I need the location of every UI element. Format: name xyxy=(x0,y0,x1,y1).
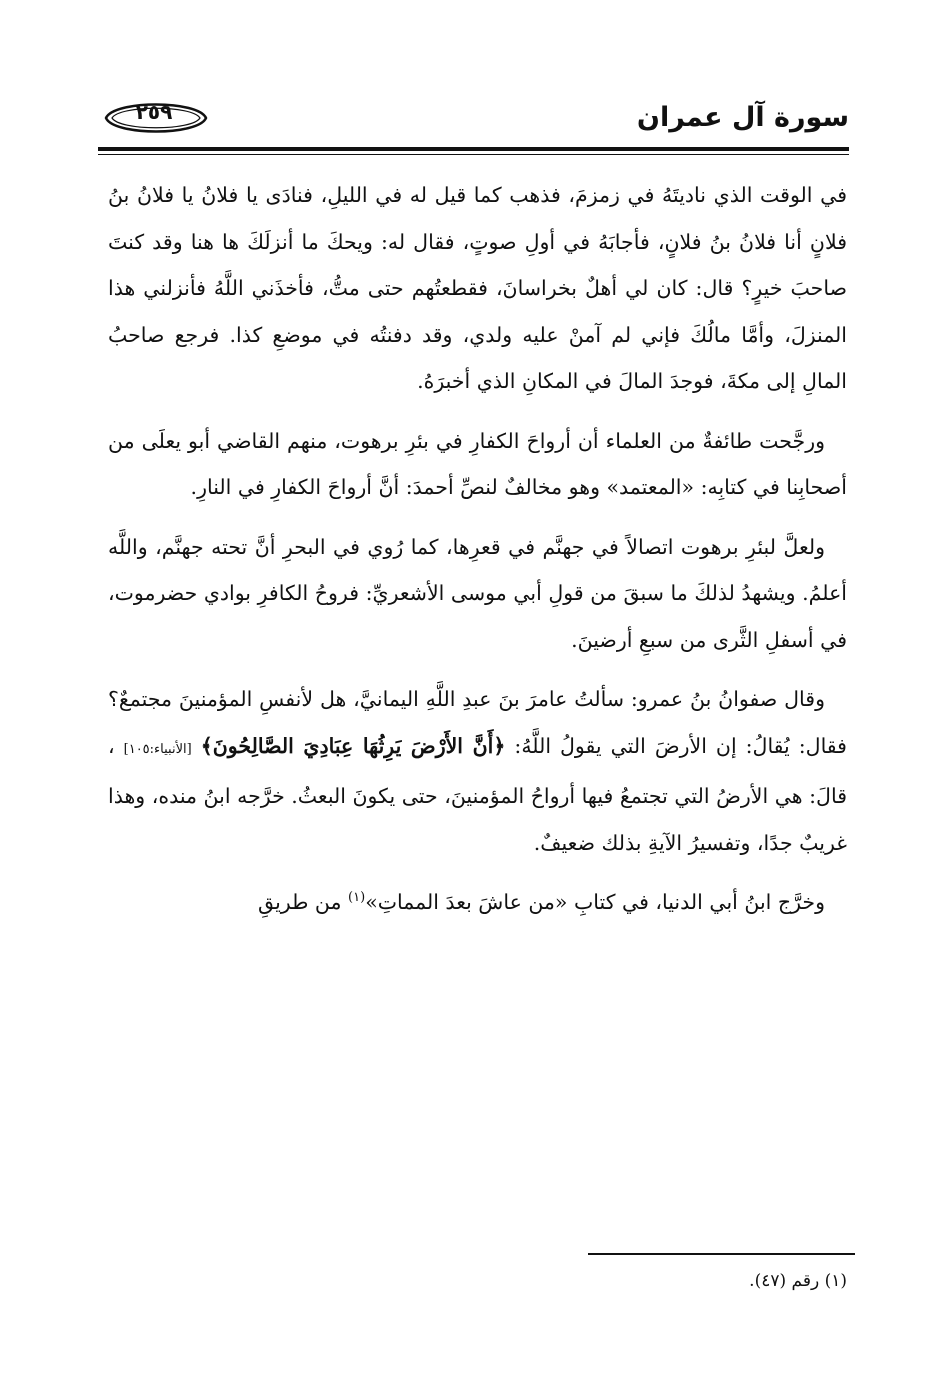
paragraph-1: في الوقت الذي ناديتَهُ في زمزمَ، فذهب كما قيل له في الليلِ، فنادَى يا فلانُ يا فلانُ بنُ فلانٍ أنا فلانُ بنُ فلانٍ، فأجابَهُ في أولِ صوتٍ، فقال له: ويحكَ ما أنزلَكَ ها هنا وقد كنتَ صاحبَ خيرٍ؟ قال: كان لي أهلٌ بخراسانَ، فقطعتُهم حتى متُّ، فأخذَني اللَّهُ فأنزلني هذا المنزلَ، وأمَّا مالُكَ فإني لم آمنْ عليه ولدي، وقد دفنتُه في موضعِ كذا. فرجع صاحبُ المالِ إلى مكةَ، فوجدَ المالَ في المكانِ الذي أخبرَهُ. xyxy=(108,183,847,393)
footnote-separator xyxy=(588,1253,855,1255)
footnote-marker: (١) xyxy=(348,890,366,906)
main-text xyxy=(108,172,847,939)
header-rule-thick xyxy=(98,147,849,151)
quran-verse: ﴿أَنَّ الأَرْضَ يَرِثُهَا عِبَادِيَ الصَّالِحُونَ﴾ xyxy=(200,733,506,758)
page-number: ٢٥٩ xyxy=(135,100,173,124)
footnote: (١) رقم (٤٧). xyxy=(749,1271,847,1291)
surah-title: سورة آل عمران xyxy=(636,102,849,133)
paragraph-4 xyxy=(108,676,847,866)
paragraph-5 xyxy=(108,879,847,926)
paragraph-5-text-a: وخرَّج ابنُ أبي الدنيا، في كتابِ «من عاشَ بعدَ المماتِ» xyxy=(365,890,825,914)
paragraph-5-text-b: من طريقِ xyxy=(257,890,349,914)
paragraph-4-text-b: ، قالَ: هي الأرضُ التي تجتمعُ فيها أرواحُ المؤمنينَ، حتى يكونَ البعثُ. خرَّجه ابنُ منده، وهذا غريبٌ جدًا، وتفسيرُ الآيةِ بذلك ضعيفٌ. xyxy=(108,733,847,855)
page-header xyxy=(98,92,849,154)
paragraph-2: ورجَّحت طائفةٌ من العلماء أن أرواحَ الكفارِ في بئرِ برهوت، منهم القاضي أبو يعلَى من أصحابِنا في كتابِه: «المعتمد» وهو مخالفٌ لنصِّ أحمدَ: أنَّ أرواحَ الكفارِ في النارِ. xyxy=(108,428,847,499)
paragraph-3: ولعلَّ لبئرِ برهوت اتصالاً في جهنَّم في قعرِها، كما رُوي في البحرِ أنَّ تحته جهنَّم، واللَّه أعلمُ. ويشهدُ لذلكَ ما سبقَ من قولِ أبي موسى الأشعريِّ: فروحُ الكافرِ بوادي حضرموت، في أسفلِ الثَّرى من سبعِ أرضينَ. xyxy=(108,534,847,652)
paragraph-4-text-a: وقال صفوانُ بنُ عمرو: سألتُ عامرَ بنَ عبدِ اللَّهِ اليمانيَّ، هل لأنفسِ المؤمنينَ مجتمعٌ؟ فقال: يُقالُ: إن الأرضَ التي يقولُ اللَّهُ: xyxy=(108,687,847,758)
verse-reference: [الأنبياء:١٠٥] xyxy=(123,741,192,757)
header-rule-thin xyxy=(98,154,849,155)
